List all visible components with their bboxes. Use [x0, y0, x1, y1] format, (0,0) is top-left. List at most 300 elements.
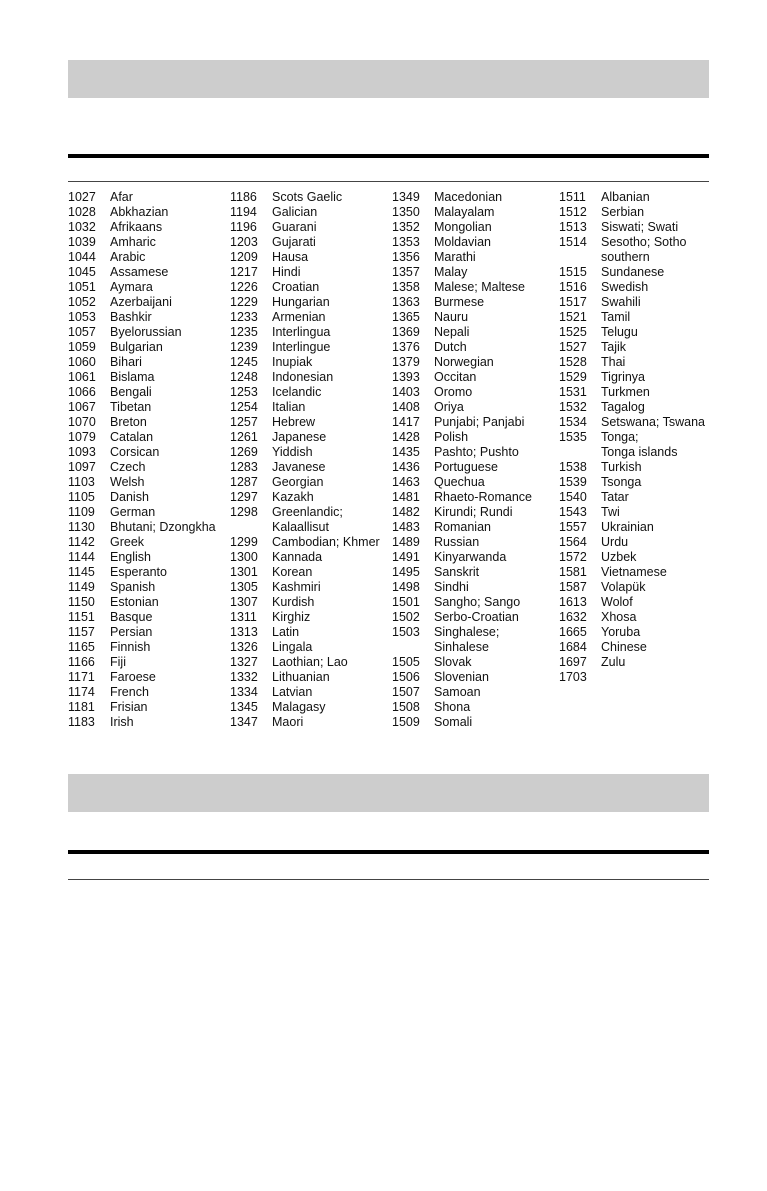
- language-name: Volapük: [601, 580, 646, 594]
- language-name: Yiddish: [272, 445, 313, 459]
- language-code: 1538: [559, 460, 587, 474]
- language-code-row: [230, 445, 380, 460]
- language-code-row: [392, 325, 532, 340]
- language-code: 1226: [230, 280, 258, 294]
- language-code: 1067: [68, 400, 96, 414]
- language-code-row: [559, 490, 705, 505]
- language-code: 1203: [230, 235, 258, 249]
- language-column-4: [559, 190, 705, 685]
- language-code-row: [68, 490, 216, 505]
- language-name: Armenian: [272, 310, 326, 324]
- language-code: 1061: [68, 370, 96, 384]
- language-name: Russian: [434, 535, 480, 549]
- language-name: Somali: [434, 715, 473, 729]
- language-code: 1435: [392, 445, 420, 459]
- language-name: Azerbaijani: [110, 295, 172, 309]
- language-name: Shona: [434, 700, 471, 714]
- language-name: Singhalese;: [434, 625, 500, 639]
- language-code-row: [230, 190, 380, 205]
- language-code: 1483: [392, 520, 420, 534]
- language-code: 1345: [230, 700, 258, 714]
- table-header-rule-2: [68, 879, 709, 880]
- language-code: 1408: [392, 400, 420, 414]
- language-name: Spanish: [110, 580, 156, 594]
- language-code-row: [559, 385, 705, 400]
- language-name: Bihari: [110, 355, 142, 369]
- language-code-row: [230, 310, 380, 325]
- table-top-rule-2: [68, 850, 709, 854]
- language-name: Italian: [272, 400, 306, 414]
- language-name: Bhutani; Dzongkha: [110, 520, 216, 534]
- language-name: Faroese: [110, 670, 156, 684]
- language-code-row: [392, 295, 532, 310]
- language-code-row: [559, 280, 705, 295]
- language-name: Afar: [110, 190, 133, 204]
- language-name: Laothian; Lao: [272, 655, 348, 669]
- language-code-row: [392, 250, 532, 265]
- language-code: 1196: [230, 220, 257, 234]
- language-code: 1283: [230, 460, 258, 474]
- language-name: Bislama: [110, 370, 155, 384]
- language-code: 1564: [559, 535, 587, 549]
- language-code: 1060: [68, 355, 96, 369]
- language-code: 1436: [392, 460, 420, 474]
- language-name: Latvian: [272, 685, 313, 699]
- language-name: Interlingue: [272, 340, 331, 354]
- language-name: Malagasy: [272, 700, 326, 714]
- language-code: 1543: [559, 505, 587, 519]
- language-code-row: [559, 670, 705, 685]
- language-code-row: [68, 355, 216, 370]
- language-name: Tibetan: [110, 400, 152, 414]
- language-code: 1051: [68, 280, 96, 294]
- language-code: 1357: [392, 265, 420, 279]
- language-code-row: [559, 295, 705, 310]
- language-name: Bengali: [110, 385, 152, 399]
- language-code-row: [68, 520, 216, 535]
- language-code: 1301: [230, 565, 258, 579]
- language-code-row: [559, 325, 705, 340]
- language-name: Javanese: [272, 460, 326, 474]
- language-code-row: [68, 415, 216, 430]
- language-code: 1028: [68, 205, 96, 219]
- language-code: 1245: [230, 355, 258, 369]
- language-code: 1174: [68, 685, 95, 699]
- language-name: Rhaeto-Romance: [434, 490, 532, 504]
- language-code-row: [392, 220, 532, 235]
- language-code: 1498: [392, 580, 420, 594]
- language-code-row: [230, 415, 380, 430]
- language-code-row: [68, 655, 216, 670]
- language-name: Kirundi; Rundi: [434, 505, 513, 519]
- language-code-row: [559, 250, 705, 265]
- language-code: [392, 640, 434, 655]
- language-code: 1587: [559, 580, 587, 594]
- language-code: 1327: [230, 655, 258, 669]
- language-name: Inupiak: [272, 355, 313, 369]
- language-code-row: [392, 400, 532, 415]
- language-name: Malese; Maltese: [434, 280, 526, 294]
- language-code: 1257: [230, 415, 258, 429]
- language-code: 1463: [392, 475, 420, 489]
- language-name: Tsonga: [601, 475, 642, 489]
- language-name: Czech: [110, 460, 146, 474]
- language-code: 1525: [559, 325, 587, 339]
- language-code: 1491: [392, 550, 420, 564]
- language-column-2: [230, 190, 380, 730]
- language-code-row: [392, 265, 532, 280]
- language-code: 1109: [68, 505, 95, 519]
- language-name: Quechua: [434, 475, 485, 489]
- language-code-row: [559, 625, 705, 640]
- language-code: 1079: [68, 430, 96, 444]
- language-code: 1332: [230, 670, 258, 684]
- language-name: Macedonian: [434, 190, 503, 204]
- language-code: 1531: [559, 385, 587, 399]
- language-name: Basque: [110, 610, 153, 624]
- language-code-row: [392, 460, 532, 475]
- language-code: 1365: [392, 310, 420, 324]
- language-name: Kazakh: [272, 490, 314, 504]
- language-code-row: [68, 640, 216, 655]
- language-code-row: [559, 655, 705, 670]
- language-name: Sindhi: [434, 580, 469, 594]
- language-name: Interlingua: [272, 325, 331, 339]
- language-code-row: [230, 685, 380, 700]
- language-code: 1334: [230, 685, 258, 699]
- language-code: [559, 250, 601, 265]
- language-name: Occitan: [434, 370, 477, 384]
- language-code-row: [230, 205, 380, 220]
- language-code-row: [68, 580, 216, 595]
- language-code-row: [230, 250, 380, 265]
- language-name: Nepali: [434, 325, 470, 339]
- language-code: 1217: [230, 265, 258, 279]
- language-name: Tigrinya: [601, 370, 645, 384]
- language-name: Polish: [434, 430, 469, 444]
- language-code-row: [230, 340, 380, 355]
- language-code: 1613: [559, 595, 587, 609]
- language-code-row: [68, 235, 216, 250]
- language-code: 1532: [559, 400, 587, 414]
- language-code-row: [559, 340, 705, 355]
- language-code-row: [230, 655, 380, 670]
- language-name: Croatian: [272, 280, 320, 294]
- language-name: Serbian: [601, 205, 645, 219]
- language-name: Chinese: [601, 640, 647, 654]
- language-code-row: [559, 205, 705, 220]
- language-name: Twi: [601, 505, 620, 519]
- language-name: Japanese: [272, 430, 327, 444]
- language-code-row: [392, 280, 532, 295]
- language-code-row: [68, 505, 216, 520]
- language-code: 1539: [559, 475, 587, 489]
- language-code-row: [68, 250, 216, 265]
- language-name: Kinyarwanda: [434, 550, 507, 564]
- language-code-row: [68, 715, 216, 730]
- language-code-row: [392, 565, 532, 580]
- language-code: 1540: [559, 490, 587, 504]
- language-code: 1703: [559, 670, 587, 684]
- language-name: Arabic: [110, 250, 146, 264]
- language-code-row: [392, 595, 532, 610]
- language-code: 1489: [392, 535, 420, 549]
- language-code-row: [68, 445, 216, 460]
- language-name: Scots Gaelic: [272, 190, 343, 204]
- language-code: 1513: [559, 220, 587, 234]
- language-code-row: [392, 700, 532, 715]
- language-name: Gujarati: [272, 235, 316, 249]
- language-code-row: [230, 580, 380, 595]
- language-code: 1509: [392, 715, 420, 729]
- language-code-row: [68, 475, 216, 490]
- language-code-row: [68, 700, 216, 715]
- language-code-row: [68, 565, 216, 580]
- language-code: 1254: [230, 400, 258, 414]
- language-code: 1105: [68, 490, 95, 504]
- language-code: 1358: [392, 280, 420, 294]
- language-code-row: [230, 355, 380, 370]
- language-name: Sesotho; Sotho: [601, 235, 687, 249]
- language-code: 1349: [392, 190, 420, 204]
- language-name: Danish: [110, 490, 149, 504]
- language-name: Kurdish: [272, 595, 315, 609]
- language-code-row: [559, 550, 705, 565]
- language-name: Finnish: [110, 640, 151, 654]
- language-code-row: [230, 700, 380, 715]
- language-name: Tagalog: [601, 400, 645, 414]
- language-code: 1501: [392, 595, 420, 609]
- language-code-row: [392, 430, 532, 445]
- language-name: Oriya: [434, 400, 464, 414]
- language-code: 1248: [230, 370, 258, 384]
- language-name: Turkmen: [601, 385, 650, 399]
- language-code-row: [230, 460, 380, 475]
- language-code: 1297: [230, 490, 258, 504]
- language-code: 1347: [230, 715, 258, 729]
- language-code-row: [392, 640, 532, 655]
- language-code-row: [392, 385, 532, 400]
- language-code: 1481: [392, 490, 420, 504]
- language-name: Hebrew: [272, 415, 316, 429]
- language-code-row: [559, 415, 705, 430]
- language-code-row: [559, 400, 705, 415]
- language-name: Galician: [272, 205, 318, 219]
- language-code: 1150: [68, 595, 95, 609]
- language-name: Romanian: [434, 520, 491, 534]
- language-code-row: [230, 385, 380, 400]
- language-name: Albanian: [601, 190, 650, 204]
- language-name: French: [110, 685, 149, 699]
- language-name: Tajik: [601, 340, 627, 354]
- language-name: Bashkir: [110, 310, 152, 324]
- language-code-row: [68, 430, 216, 445]
- language-code: 1070: [68, 415, 96, 429]
- language-code-row: [230, 520, 380, 535]
- language-code: 1403: [392, 385, 420, 399]
- language-code: 1376: [392, 340, 420, 354]
- language-code-row: [392, 685, 532, 700]
- language-code: 1482: [392, 505, 420, 519]
- language-name: Ukrainian: [601, 520, 654, 534]
- language-code: 1097: [68, 460, 96, 474]
- language-name: Swedish: [601, 280, 649, 294]
- language-code: 1157: [68, 625, 95, 639]
- language-code-row: [392, 610, 532, 625]
- language-name: Tamil: [601, 310, 631, 324]
- language-name: Samoan: [434, 685, 481, 699]
- language-code-row: [230, 505, 380, 520]
- language-code: 1495: [392, 565, 420, 579]
- language-code-row: [559, 520, 705, 535]
- language-code-row: [68, 685, 216, 700]
- language-name: Tonga;: [601, 430, 639, 444]
- language-name: southern: [601, 250, 650, 264]
- language-name: Estonian: [110, 595, 159, 609]
- language-code-row: [559, 310, 705, 325]
- language-code-row: [392, 715, 532, 730]
- language-name: Kirghiz: [272, 610, 311, 624]
- language-name: Mongolian: [434, 220, 492, 234]
- language-name: Kashmiri: [272, 580, 321, 594]
- language-code: 1503: [392, 625, 420, 639]
- language-name: Korean: [272, 565, 313, 579]
- language-name: Serbo-Croatian: [434, 610, 519, 624]
- language-name: Siswati; Swati: [601, 220, 679, 234]
- language-name: Yoruba: [601, 625, 641, 639]
- language-code: 1045: [68, 265, 96, 279]
- language-name: Georgian: [272, 475, 324, 489]
- language-name: Nauru: [434, 310, 469, 324]
- language-name: Hungarian: [272, 295, 330, 309]
- language-name: Slovenian: [434, 670, 489, 684]
- language-code-row: [559, 460, 705, 475]
- language-code: [230, 520, 272, 535]
- language-name: Pashto; Pushto: [434, 445, 519, 459]
- language-code-row: [392, 625, 532, 640]
- language-code-row: [559, 595, 705, 610]
- language-code-row: [68, 310, 216, 325]
- language-code: 1032: [68, 220, 96, 234]
- language-code-row: [392, 655, 532, 670]
- language-name: Turkish: [601, 460, 642, 474]
- language-code: 1311: [230, 610, 257, 624]
- language-code: 1684: [559, 640, 587, 654]
- language-code: 1356: [392, 250, 420, 264]
- language-name: Punjabi; Panjabi: [434, 415, 525, 429]
- language-code: 1529: [559, 370, 587, 384]
- language-name: Malayalam: [434, 205, 495, 219]
- language-code-row: [68, 400, 216, 415]
- language-code-row: [559, 640, 705, 655]
- language-name: Icelandic: [272, 385, 322, 399]
- language-code-row: [559, 505, 705, 520]
- language-name: Frisian: [110, 700, 148, 714]
- language-name: Latin: [272, 625, 300, 639]
- table-header-rule-1: [68, 181, 709, 182]
- language-code: 1363: [392, 295, 420, 309]
- language-code-row: [392, 370, 532, 385]
- language-code: 1515: [559, 265, 587, 279]
- language-code-row: [230, 400, 380, 415]
- language-code-row: [230, 265, 380, 280]
- language-code: 1517: [559, 295, 587, 309]
- language-name: Sanskrit: [434, 565, 480, 579]
- language-code: 1171: [68, 670, 95, 684]
- language-name: Greek: [110, 535, 145, 549]
- language-code: 1697: [559, 655, 587, 669]
- language-code: 1581: [559, 565, 587, 579]
- language-code: 1428: [392, 430, 420, 444]
- language-code: 1350: [392, 205, 420, 219]
- language-code: 1053: [68, 310, 96, 324]
- language-code-row: [392, 535, 532, 550]
- language-name: Thai: [601, 355, 626, 369]
- language-name: Esperanto: [110, 565, 167, 579]
- language-code: 1535: [559, 430, 587, 444]
- language-code: 1151: [68, 610, 95, 624]
- language-code-row: [230, 595, 380, 610]
- language-code: 1417: [392, 415, 420, 429]
- language-code-row: [392, 475, 532, 490]
- language-code: 1165: [68, 640, 95, 654]
- language-code: 1516: [559, 280, 587, 294]
- language-code-row: [68, 610, 216, 625]
- language-name: Indonesian: [272, 370, 334, 384]
- language-code-row: [559, 565, 705, 580]
- language-name: Tonga islands: [601, 445, 678, 459]
- language-name: English: [110, 550, 151, 564]
- language-code: 1142: [68, 535, 95, 549]
- language-code-row: [230, 430, 380, 445]
- language-code: 1502: [392, 610, 420, 624]
- language-code-row: [230, 535, 380, 550]
- language-code: 1066: [68, 385, 96, 399]
- language-code-row: [392, 415, 532, 430]
- language-code-row: [559, 370, 705, 385]
- section-header-band-2: [68, 774, 709, 812]
- language-name: Corsican: [110, 445, 160, 459]
- language-code: 1044: [68, 250, 96, 264]
- language-name: Hausa: [272, 250, 309, 264]
- language-code-row: [392, 340, 532, 355]
- language-code: 1352: [392, 220, 420, 234]
- language-code: 1313: [230, 625, 258, 639]
- language-code: 1235: [230, 325, 258, 339]
- language-column-3: [392, 190, 532, 730]
- language-code: 1093: [68, 445, 96, 459]
- language-code: 1269: [230, 445, 258, 459]
- language-code: 1144: [68, 550, 95, 564]
- language-code: 1057: [68, 325, 96, 339]
- language-name: Catalan: [110, 430, 154, 444]
- language-code-row: [392, 190, 532, 205]
- language-code: 1261: [230, 430, 258, 444]
- language-name: Vietnamese: [601, 565, 667, 579]
- language-code: 1505: [392, 655, 420, 669]
- language-code: 1506: [392, 670, 420, 684]
- language-code-row: [230, 550, 380, 565]
- language-code-row: [392, 235, 532, 250]
- language-name: Swahili: [601, 295, 641, 309]
- language-name: Breton: [110, 415, 147, 429]
- language-code: 1527: [559, 340, 587, 354]
- language-code-row: [230, 670, 380, 685]
- language-code-row: [392, 670, 532, 685]
- language-code-row: [230, 235, 380, 250]
- language-code-row: [230, 565, 380, 580]
- language-code-row: [68, 670, 216, 685]
